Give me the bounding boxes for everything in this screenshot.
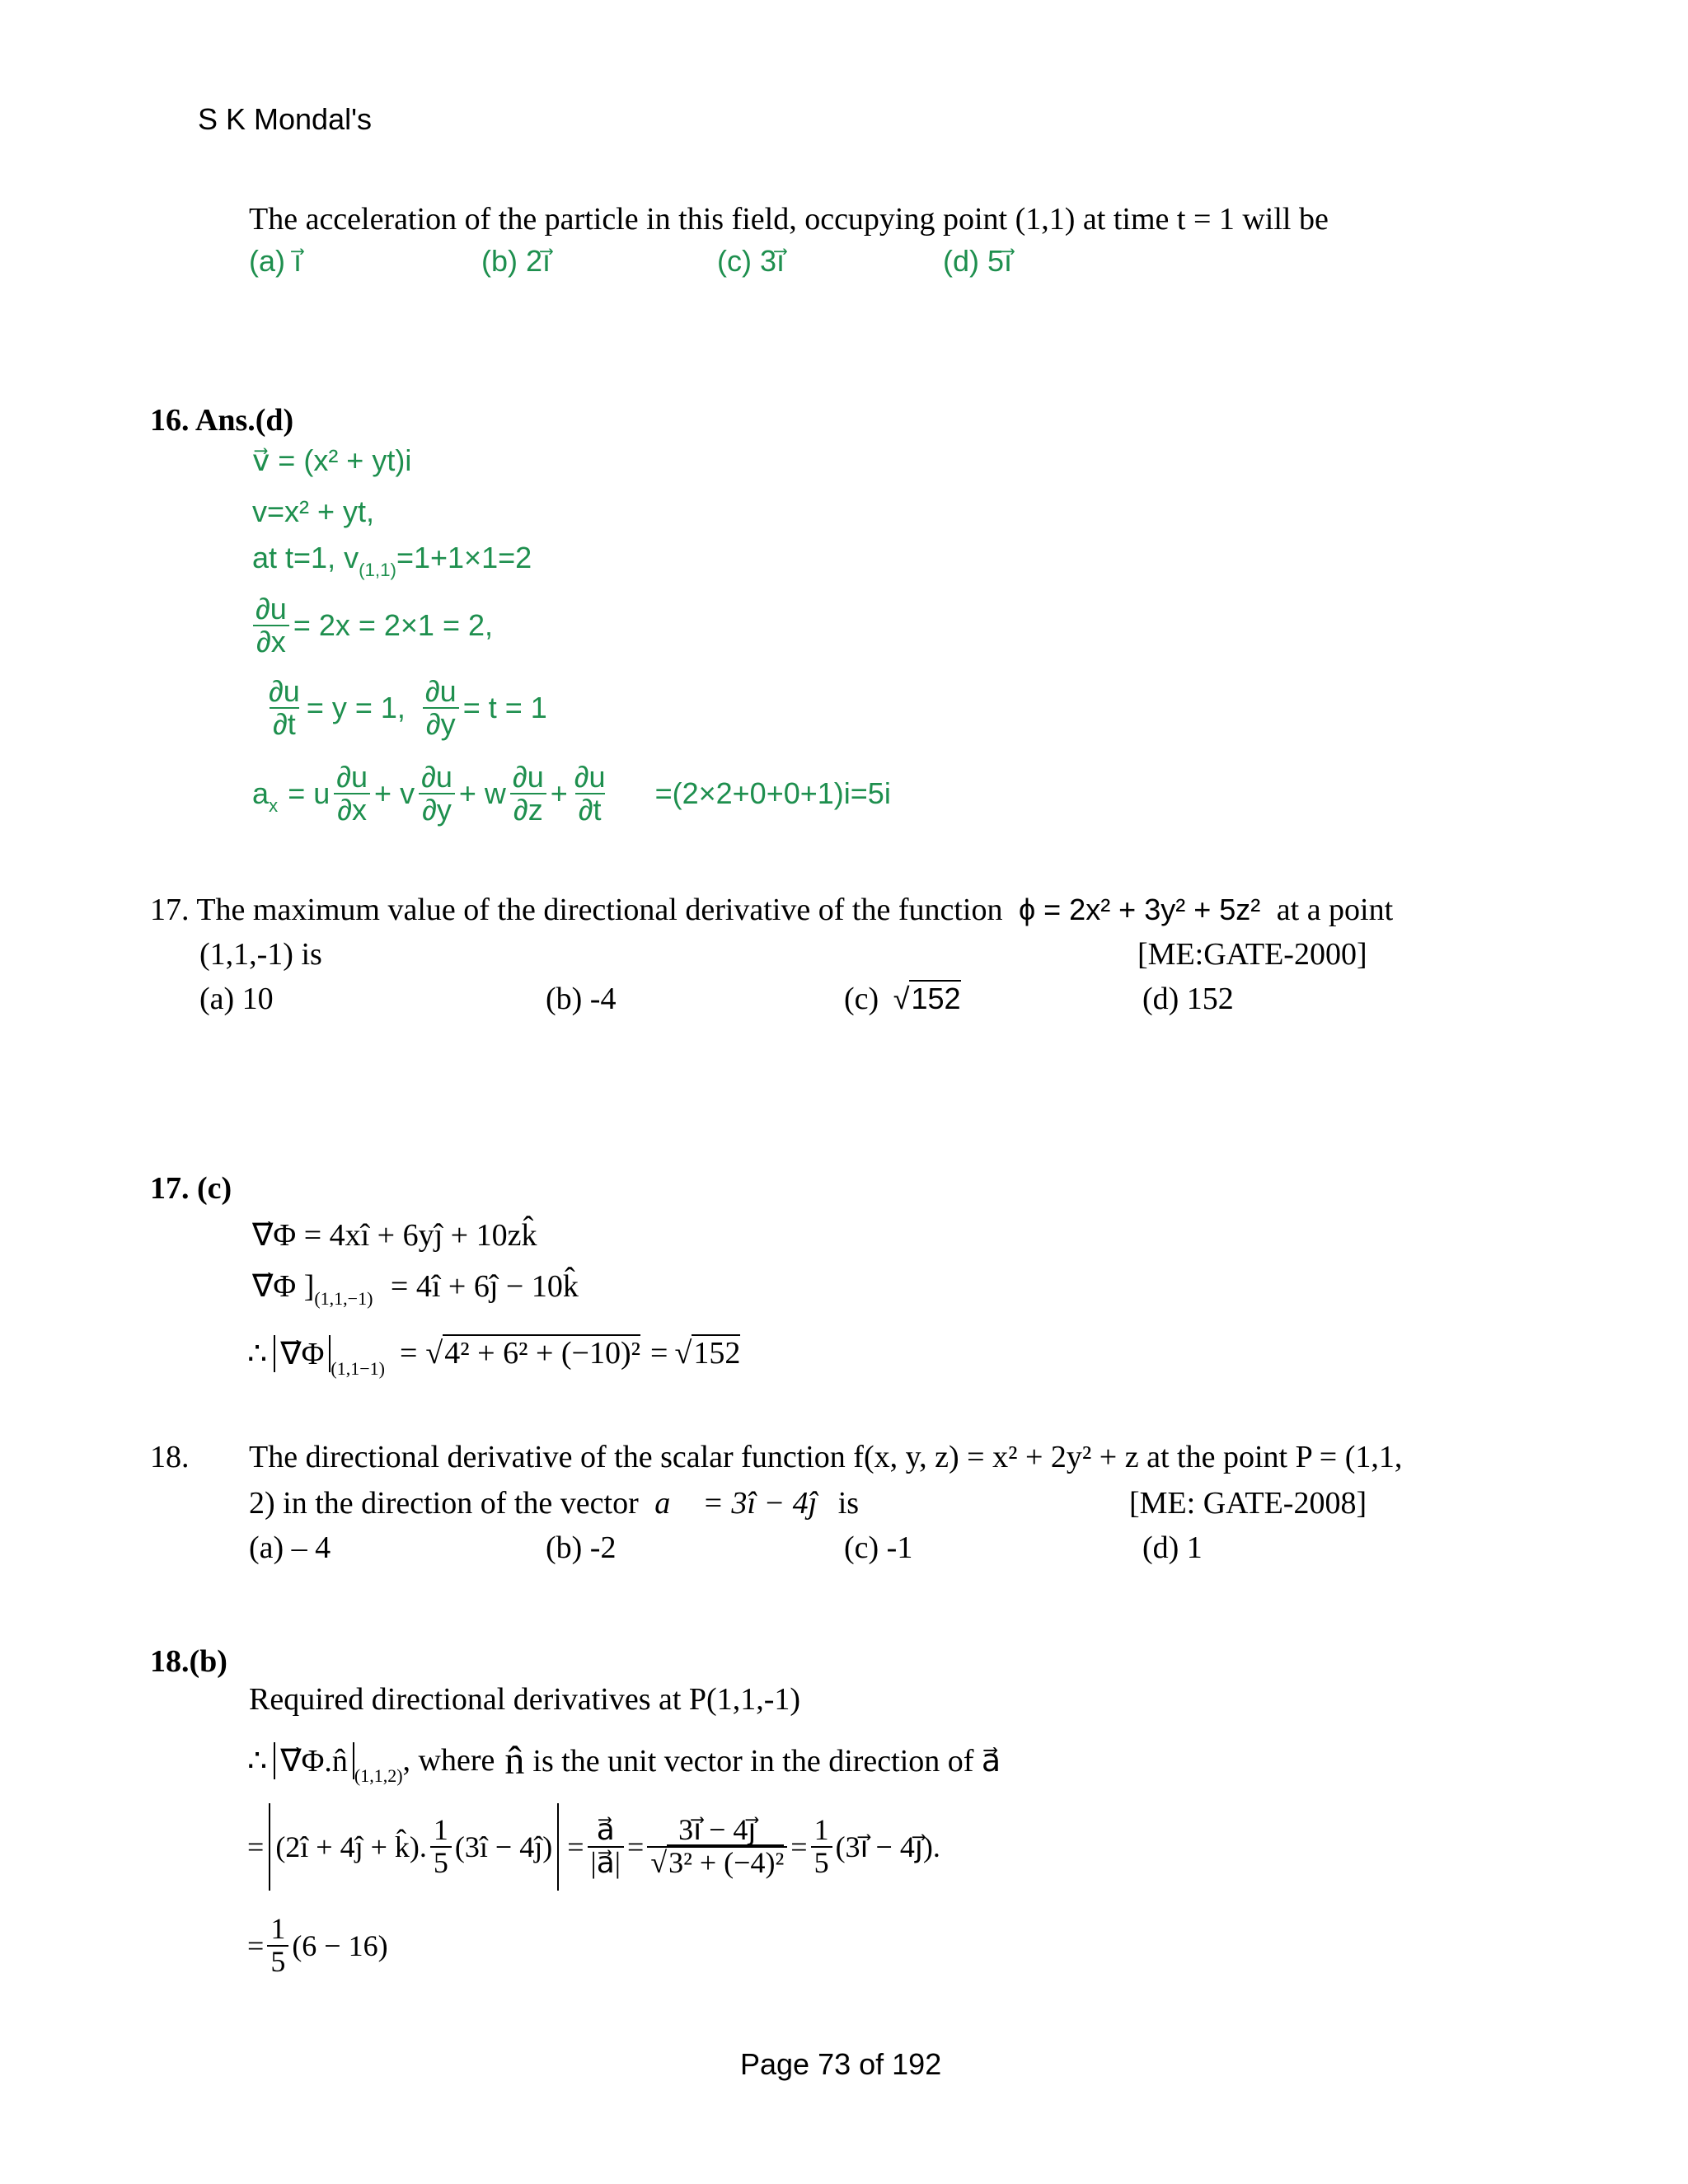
q18-option-a: (a) – 4 xyxy=(249,1530,331,1565)
ans18-a-num: a⃗ xyxy=(596,1813,615,1846)
ans16-du-dx-rhs: = 2x = 2×1 = 2, xyxy=(293,607,494,642)
ans18-n-hat: n̂ xyxy=(504,1738,525,1783)
q17-text-a: 17. The maximum value of the directional derivative of the function xyxy=(150,893,1003,927)
ans18-f4-den: 5 xyxy=(811,1846,832,1879)
ans16-velocity-scalar: v=x² + yt, xyxy=(252,494,375,528)
answer-18-label: 18.(b) xyxy=(150,1644,227,1679)
ans17-radicand: 4² + 6² + (−10)² xyxy=(444,1336,641,1371)
ans16-du-dt-rhs: = y = 1, xyxy=(306,690,406,724)
ans17-abs: ∇⃗Φ xyxy=(274,1335,331,1372)
ans16-t1-den: ∂x xyxy=(334,793,370,826)
ans18-l4-num: 1 xyxy=(270,1912,286,1945)
ans18-l4-eq: = xyxy=(247,1929,265,1962)
ans18-a-den: |a⃗| xyxy=(588,1846,624,1879)
q18-text-b: 2) in the direction of the vector xyxy=(249,1486,639,1521)
ans18-dot-product xyxy=(269,1803,559,1891)
q18-option-c: (c) -1 xyxy=(844,1530,913,1565)
ans18-f4-num: 1 xyxy=(814,1813,829,1846)
ans17-l3-eq: = xyxy=(399,1336,418,1371)
q18-text-a: The directional derivative of the scalar function f(x, y, z) = x² + 2y² + z at the point P = (1,1, xyxy=(249,1440,1403,1474)
q15-option-b: (b) 2i⃗ xyxy=(481,244,551,278)
ans18-fifth-num: 1 xyxy=(433,1813,448,1846)
ans18-therefore: ∴ xyxy=(247,1743,268,1779)
ans16-l3-text: at t=1, v xyxy=(252,541,359,574)
ans18-l3-eq2: = xyxy=(567,1830,584,1863)
ans18-final xyxy=(247,1914,388,1978)
ans18-computation xyxy=(247,1803,940,1891)
ans18-intro: Required directional derivatives at P(1,1,-1) xyxy=(249,1682,801,1717)
ans18-where-tail: is the unit vector in the direction of a⃗ xyxy=(532,1743,1001,1779)
ans18-l2-sub: (1,1,2) xyxy=(354,1765,403,1786)
ans16-velocity-at-point xyxy=(252,541,532,581)
ans16-t4-num: ∂u xyxy=(574,760,606,794)
q18-number: 18. xyxy=(150,1440,190,1474)
ans18-l3-eq3: = xyxy=(627,1830,645,1863)
ans16-plus-v: + v xyxy=(374,776,415,810)
ans18-unit-radicand: 3² + (−4)² xyxy=(668,1845,785,1879)
ans16-plus-w: + w xyxy=(458,776,506,810)
answer-16-label: 16. Ans.(d) xyxy=(150,403,294,438)
q18-text-line2 xyxy=(249,1485,859,1521)
q18-option-b: (b) -2 xyxy=(546,1530,617,1565)
ans16-du-dx xyxy=(252,593,493,658)
ans17-result: 152 xyxy=(693,1336,741,1371)
ans16-ax-sub: x xyxy=(269,794,279,816)
q17-option-c-label: (c) xyxy=(844,982,879,1016)
ans18-l3-eq: = xyxy=(247,1830,265,1863)
q17-text-b: at a point xyxy=(1276,893,1394,927)
page-number: Page 73 of 192 xyxy=(740,2047,942,2081)
ans18-l4-tail: (6 − 16) xyxy=(292,1929,388,1962)
ans16-acceleration-eq xyxy=(252,762,891,826)
q15-option-a: (a) i⃗ xyxy=(249,244,302,278)
ans16-plus: + xyxy=(550,776,568,810)
ans16-result: =(2×2+0+0+1)i=5i xyxy=(654,776,891,810)
q17-option-c: (c) √152 xyxy=(844,982,961,1016)
ans18-l3-tail: (3i⃗ − 4j⃗). xyxy=(835,1830,940,1863)
q15-option-d: (d) 5i⃗ xyxy=(943,244,1013,278)
ans16-l3-tail: =1+1×1=2 xyxy=(396,541,532,574)
ans18-fifth-den: 5 xyxy=(430,1846,452,1879)
ans16-t2-den: ∂y xyxy=(419,793,455,826)
ans16-l3-sub: (1,1) xyxy=(359,560,396,581)
ans16-du-dt-du-dy xyxy=(265,676,547,740)
ans17-l2-rhs: = 4î + 6ĵ − 10k̂ xyxy=(390,1269,579,1304)
ans17-gradient-at-point xyxy=(252,1268,579,1310)
ans18-direction: (3î − 4ĵ) xyxy=(454,1830,553,1863)
ans16-du-dt-den: ∂t xyxy=(270,707,299,740)
ans18-abs: ∇⃗Φ.n̂ xyxy=(274,1742,354,1779)
ans16-t1-num: ∂u xyxy=(336,760,368,794)
ans17-therefore: ∴ xyxy=(247,1336,268,1371)
q18-vector: a⃗ = 3î − 4ĵ xyxy=(654,1486,818,1521)
ans17-l3-eq2: = xyxy=(650,1336,668,1371)
ans18-expression xyxy=(247,1734,1001,1787)
ans16-t2-num: ∂u xyxy=(421,760,452,794)
q17-option-d: (d) 152 xyxy=(1142,982,1234,1016)
ans17-magnitude: ∴ ∇⃗Φ (1,1−1) = √4² + 6² + (−10)² = √152 xyxy=(247,1336,741,1379)
q18-source: [ME: GATE-2008] xyxy=(1129,1486,1367,1521)
ans16-t3-num: ∂u xyxy=(512,760,544,794)
ans16-du-dx-den: ∂x xyxy=(253,625,289,658)
answer-17-label: 17. (c) xyxy=(150,1171,232,1206)
ans16-eq-u: = u xyxy=(288,776,331,810)
q17-option-b: (b) -4 xyxy=(546,982,617,1016)
running-header: S K Mondal's xyxy=(198,102,372,136)
q17-option-a: (a) 10 xyxy=(199,982,274,1016)
q17-source: [ME:GATE-2000] xyxy=(1137,937,1367,972)
ans17-gradient: ∇⃗Φ = 4xî + 6yĵ + 10zk̂ xyxy=(252,1218,537,1253)
ans18-unit-den: √3² + (−4)² xyxy=(647,1846,787,1879)
ans16-velocity-vector: v⃗ = (x² + yt)i xyxy=(252,443,412,477)
ans16-t3-den: ∂z xyxy=(510,793,546,826)
ans18-grad-at-p: (2î + 4ĵ + k̂). xyxy=(275,1830,427,1863)
ans17-l2-sub: (1,1,−1) xyxy=(314,1287,373,1309)
ans16-du-dy-rhs: = t = 1 xyxy=(462,690,547,724)
ans16-t4-den: ∂t xyxy=(575,793,605,826)
ans17-l2-lhs: ∇⃗Φ ] xyxy=(252,1269,315,1304)
ans17-l3-sub: (1,1−1) xyxy=(331,1358,385,1379)
ans16-du-dt-num: ∂u xyxy=(269,674,300,708)
ans16-ax: a xyxy=(252,776,270,810)
ans16-du-dy-num: ∂u xyxy=(424,674,457,708)
q17-function: ϕ = 2x² + 3y² + 5z² xyxy=(1018,893,1261,926)
question-15-text: The acceleration of the particle in this field, occupying point (1,1) at time t = 1 will be xyxy=(249,202,1329,237)
ans18-where: , where xyxy=(402,1743,495,1778)
q17-text-c: (1,1,-1) is xyxy=(199,937,322,972)
ans16-du-dy-den: ∂y xyxy=(423,707,459,740)
q15-option-c: (c) 3i⃗ xyxy=(717,244,785,278)
ans16-du-dx-num: ∂u xyxy=(256,592,287,626)
ans18-unit-num: 3i⃗ − 4j⃗ xyxy=(678,1813,757,1846)
q18-text-c: is xyxy=(837,1486,860,1521)
q18-option-d: (d) 1 xyxy=(1142,1530,1203,1565)
q17-option-c-radicand: 152 xyxy=(911,982,961,1015)
ans18-l4-den: 5 xyxy=(267,1945,288,1978)
question-17-text xyxy=(150,892,1393,928)
ans18-l3-eq4: = xyxy=(790,1830,808,1863)
